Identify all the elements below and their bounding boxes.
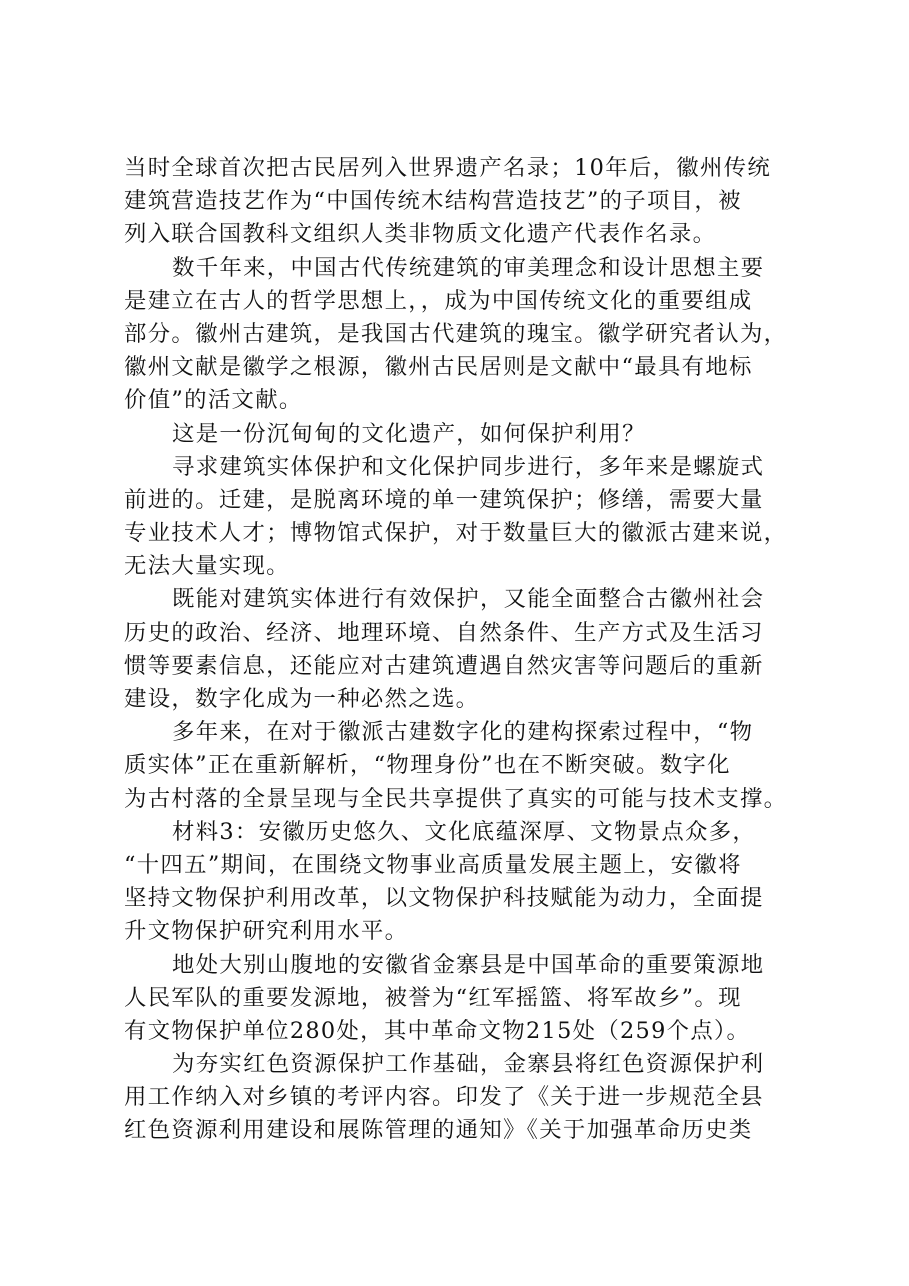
text-line: 无法大量实现。 [124,553,290,580]
text-line: 价值”的活文献。 [124,387,303,414]
text-line: 红色资源利用建设和展陈管理的通知》《关于加强革命历史类 [124,1117,753,1144]
paragraph-7 [124,816,804,949]
text-line: 升文物保护研究利用水平。 [124,918,409,945]
text-line: 既能对建筑实体进行有效保护，又能全面整合古徽州社会 [172,586,765,613]
text-line: 惯等要素信息，还能应对古建筑遭遇自然灾害等问题后的重新 [124,652,764,679]
text-line: 建筑营造技艺作为“中国传统木结构营造技艺”的子项目，被 [124,188,742,215]
paragraph-3 [124,418,804,451]
paragraph-9 [124,1048,804,1148]
text-line: 坚持文物保护利用改革，以文物保护科技赋能为动力，全面提 [124,885,764,912]
text-line: 有文物保护单位280处，其中革命文物215处（259个点）。 [124,1017,751,1044]
text-line: 当时全球首次把古民居列入世界遗产名录；10年后，徽州传统 [124,155,772,181]
text-line: 地处大别山腹地的安徽省金寨县是中国革命的重要策源地 [172,951,765,978]
text-line: 数千年来，中国古代传统建筑的审美理念和设计思想主要 [172,254,765,281]
text-line: “十四五”期间，在围绕文物事业高质量发展主题上，安徽将 [124,851,742,878]
text-line: 这是一份沉甸甸的文化遗产，如何保护利用？ [172,420,646,447]
text-line: 材料3：安徽历史悠久、文化底蕴深厚、文物景点众多， [172,818,757,845]
text-line: 用工作纳入对乡镇的考评内容。印发了《关于进一步规范全县 [124,1084,764,1111]
paragraph-4 [124,451,804,584]
text-line: 人民军队的重要发源地，被誉为“红军摇篮、将军故乡”。现 [124,984,742,1011]
text-line: 建设，数字化成为一种必然之选。 [124,686,480,712]
text-line: 寻求建筑实体保护和文化保护同步进行，多年来是螺旋式 [172,453,765,480]
text-line: 列入联合国教科文组织人类非物质文化遗产代表作名录。 [124,221,717,248]
paragraph-6 [124,716,804,816]
text-line: 质实体”正在重新解析，“物理身份”也在不断突破。数字化 [124,752,731,779]
text-line: 为古村落的全景呈现与全民共享提供了真实的可能与技术支撑。 [124,785,788,812]
paragraph-8 [124,949,804,1049]
text-line: 徽州文献是徽学之根源，徽州古民居则是文献中“最具有地标 [124,354,753,381]
text-line: 历史的政治、经济、地理环境、自然条件、生产方式及生活习 [124,619,764,646]
text-line: 前进的。迁建，是脱离环境的单一建筑保护；修缮，需要大量 [124,486,764,513]
document-body [124,152,804,1148]
text-line: 多年来，在对于徽派古建数字化的建构探索过程中，“物 [172,719,754,746]
paragraph-1 [124,152,804,252]
text-line: 是建立在古人的哲学思想上，，成为中国传统文化的重要组成 [124,287,753,314]
text-line: 为夯实红色资源保护工作基础，金寨县将红色资源保护利 [172,1051,765,1078]
text-line: 专业技术人才；博物馆式保护，对于数量巨大的徽派古建来说， [124,520,788,547]
paragraph-5 [124,583,804,716]
text-line: 部分。徽州古建筑，是我国古代建筑的瑰宝。徽学研究者认为， [124,320,788,347]
paragraph-2 [124,252,804,418]
